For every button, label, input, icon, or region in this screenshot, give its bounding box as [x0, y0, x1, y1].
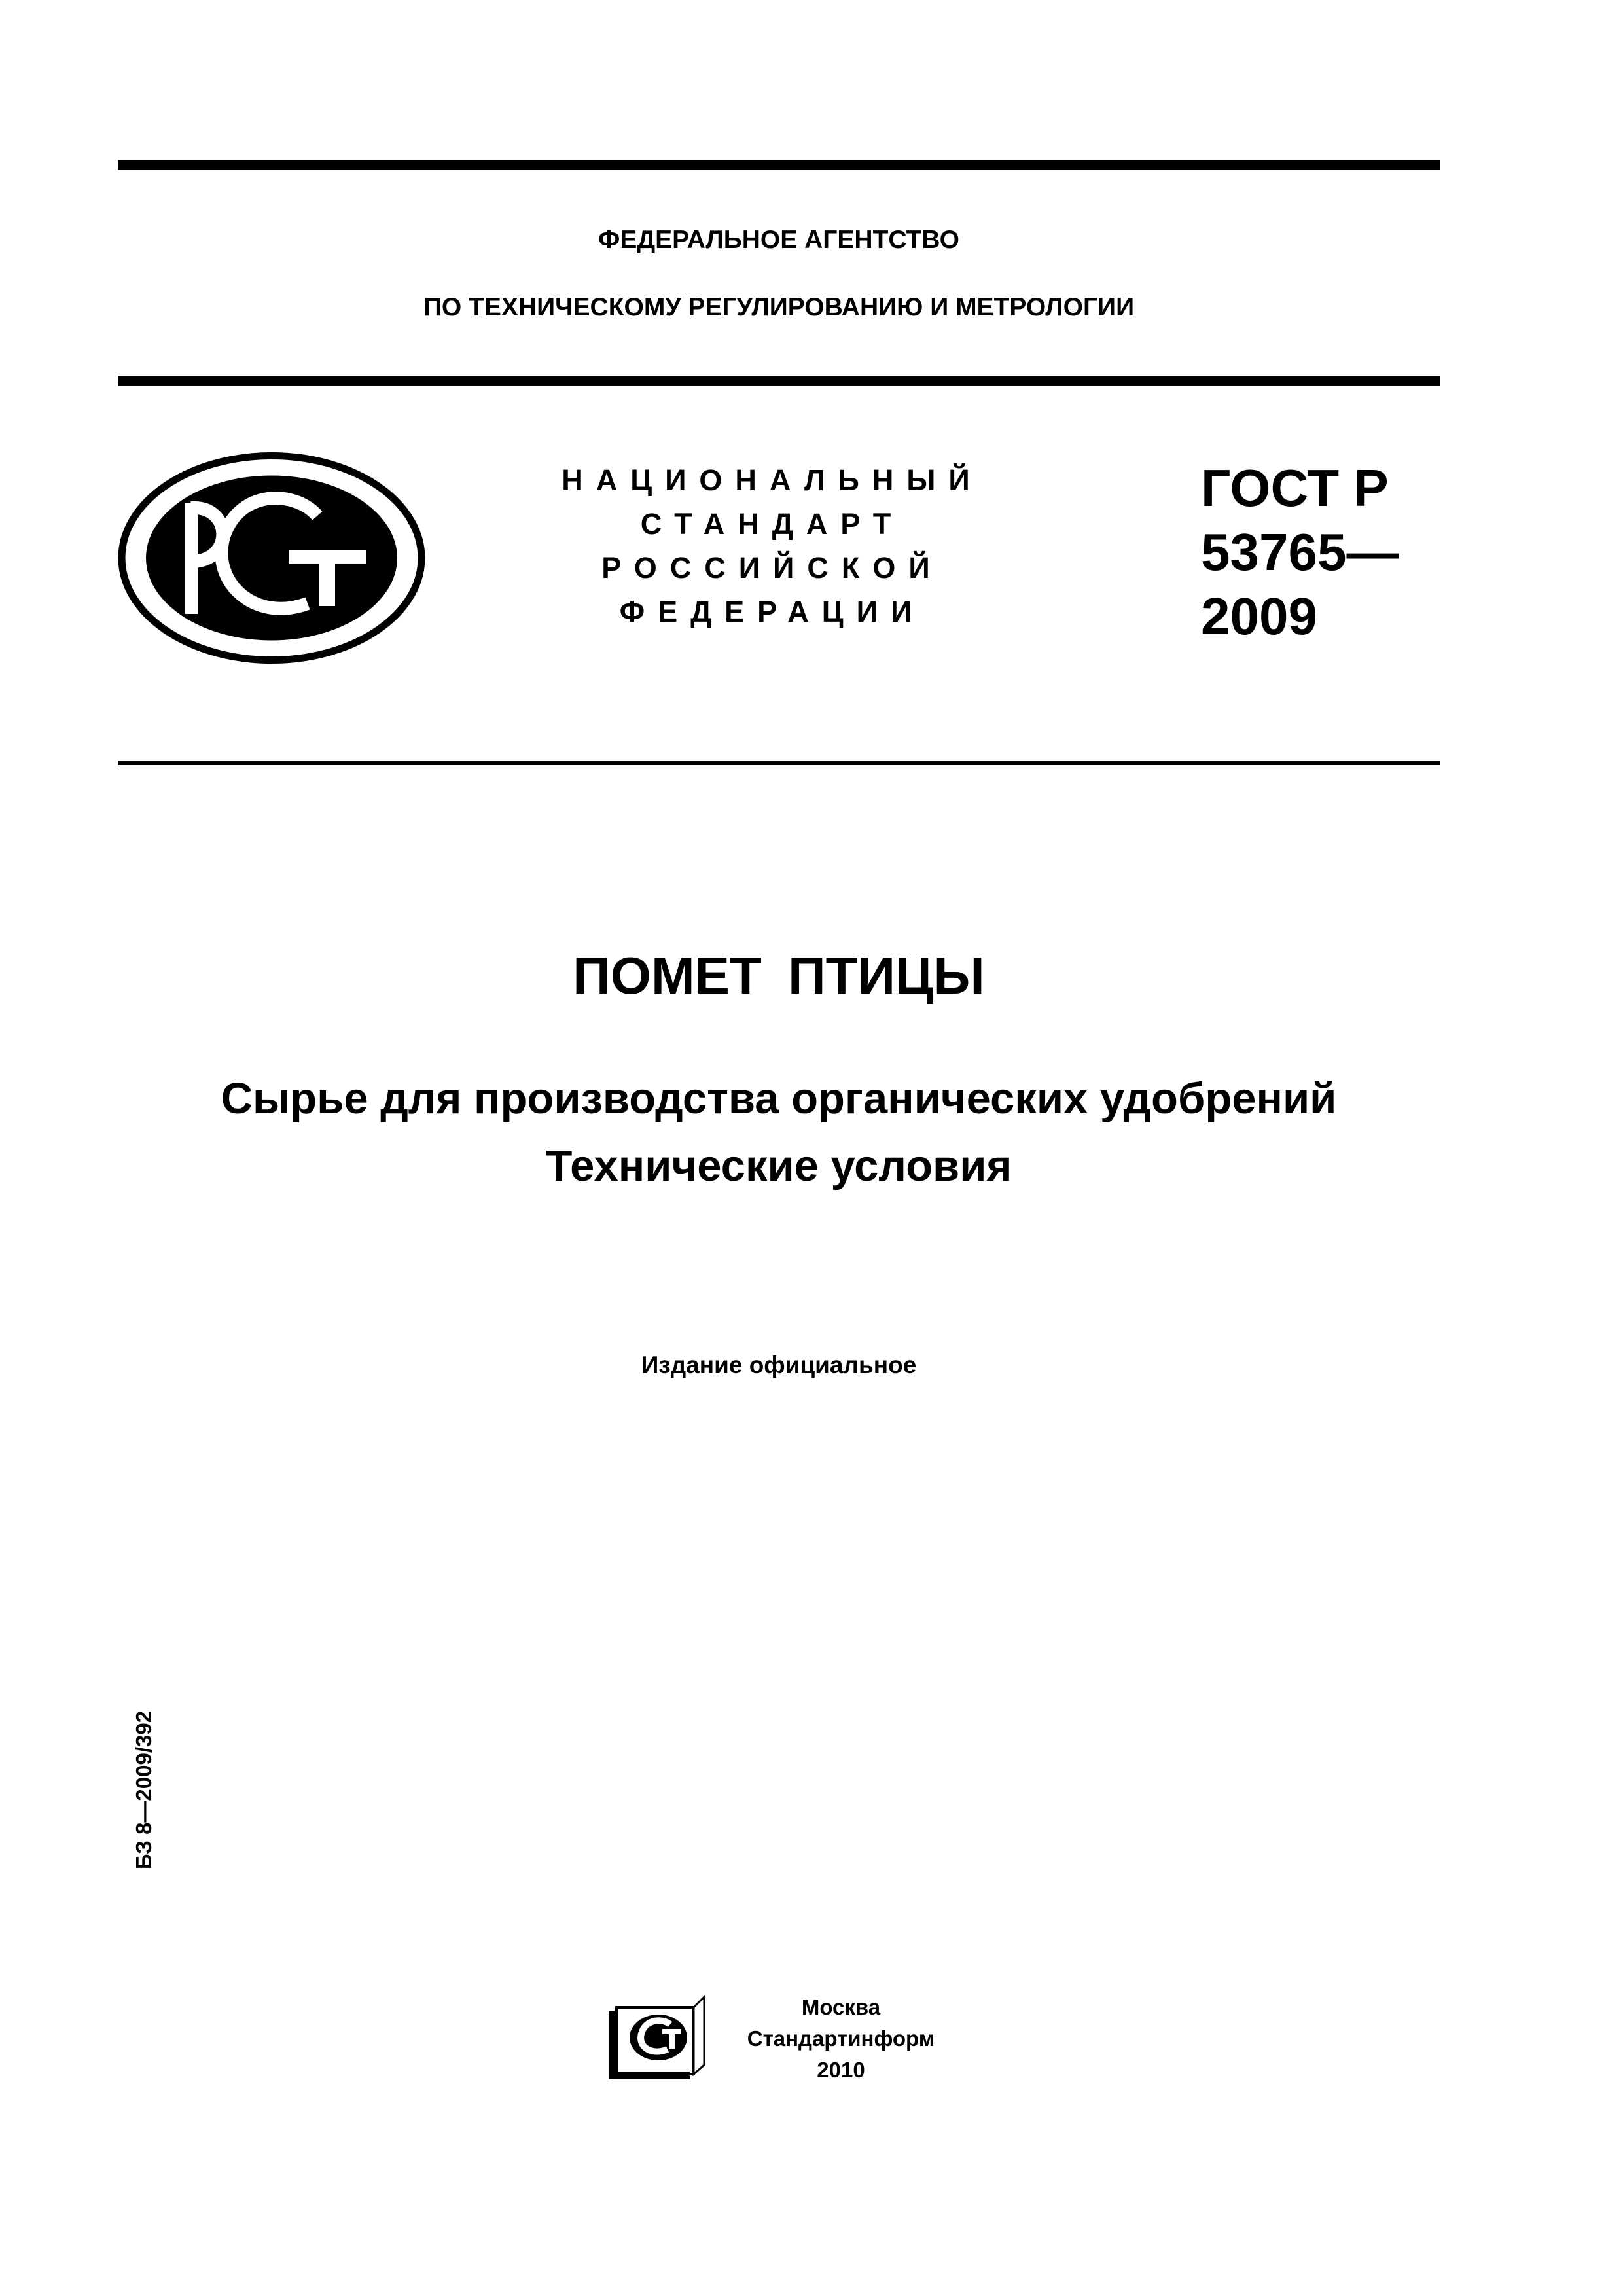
publisher-info	[723, 1992, 959, 2086]
standard-type-line4: ФЕДЕРАЦИИ	[619, 595, 925, 628]
document-subtitle-1: Сырье для производства органических удобрений	[221, 1074, 1337, 1123]
standard-type	[537, 458, 1008, 634]
standartinform-logo-icon	[607, 1993, 705, 2081]
designation-line1: ГОСТ Р	[1201, 459, 1389, 517]
section-rule	[118, 761, 1440, 765]
top-rule	[118, 160, 1440, 170]
document-title: ПОМЕТ ПТИЦЫ	[573, 946, 985, 1005]
standard-type-line2: СТАНДАРТ	[640, 507, 904, 541]
edition-label: Издание официальное	[641, 1352, 917, 1378]
publisher-year: 2010	[817, 2058, 865, 2082]
designation-line3: 2009	[1201, 587, 1317, 645]
agency-name-line2: ПО ТЕХНИЧЕСКОМУ РЕГУЛИРОВАНИЮ И МЕТРОЛОГИИ	[423, 293, 1135, 321]
document-subtitle-2: Технические условия	[545, 1141, 1012, 1191]
header-bottom-rule	[118, 376, 1440, 386]
standard-designation	[1201, 456, 1436, 649]
agency-name-line1: ФЕДЕРАЛЬНОЕ АГЕНТСТВО	[598, 226, 959, 254]
rst-logo-icon	[118, 452, 425, 664]
designation-line2: 53765—	[1201, 523, 1399, 581]
publisher-name: Стандартинформ	[747, 2026, 935, 2051]
standard-type-line1: НАЦИОНАЛЬНЫЙ	[562, 463, 983, 497]
publisher-city: Москва	[801, 1995, 881, 2019]
side-registration-code: БЗ 8—2009/392	[132, 1710, 156, 1870]
standard-type-line3: РОССИЙСКОЙ	[601, 551, 943, 584]
